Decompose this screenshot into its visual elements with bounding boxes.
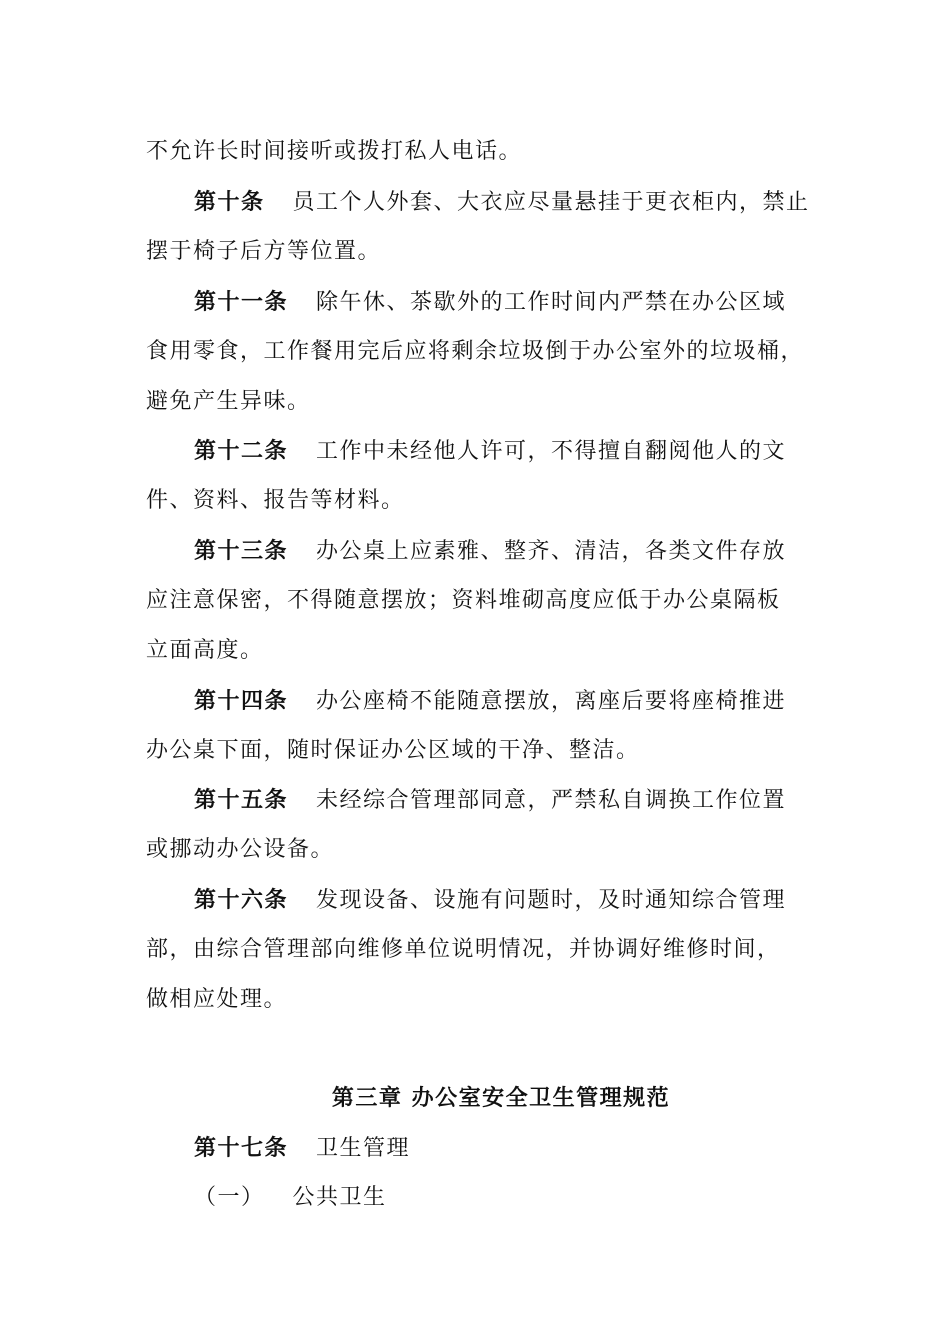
text-line: 食用零食，工作餐用完后应将剩余垃圾倒于办公室外的垃圾桶， [146, 339, 805, 364]
subsection-heading [194, 1183, 816, 1213]
article-number: 第十三条 [194, 538, 289, 564]
article-number: 第十四条 [194, 688, 289, 714]
text-line: 件、资料、报告等材料。 [146, 488, 405, 513]
article-text: 卫生管理 [316, 1136, 411, 1161]
article-11-line [194, 287, 816, 317]
article-number: 第十七条 [194, 1135, 289, 1161]
article-17-line [194, 1133, 816, 1163]
text-line: 避免产生异味。 [146, 389, 311, 414]
text-line: 办公桌下面，随时保证办公区域的干净、整洁。 [146, 738, 640, 763]
subsection-text: 公共卫生 [292, 1185, 387, 1210]
chapter-title: 第三章 办公室安全卫生管理规范 [331, 1085, 671, 1111]
article-16-line [194, 885, 816, 915]
text-line: 摆于椅子后方等位置。 [146, 239, 382, 264]
article-number: 第十五条 [194, 787, 289, 813]
article-number: 第十六条 [194, 887, 289, 913]
article-text: 未经综合管理部同意，严禁私自调换工作位置 [316, 788, 787, 813]
text-line: 立面高度。 [146, 638, 264, 663]
article-text: 除午休、茶歇外的工作时间内严禁在办公区域 [316, 290, 787, 315]
article-15-line [194, 785, 816, 815]
article-number: 第十一条 [194, 289, 289, 315]
article-10-line [194, 187, 816, 217]
article-14-line [194, 686, 816, 716]
text-line: 应注意保密，不得随意摆放；资料堆砌高度应低于办公桌隔板 [146, 588, 781, 613]
article-text: 工作中未经他人许可，不得擅自翻阅他人的文 [316, 439, 787, 464]
text-line: 不允许长时间接听或拨打私人电话。 [146, 139, 523, 164]
article-text: 办公座椅不能随意摆放，离座后要将座椅推进 [316, 689, 787, 714]
text-line: 部，由综合管理部向维修单位说明情况，并协调好维修时间， [146, 937, 781, 962]
text-line: 或挪动办公设备。 [146, 837, 335, 862]
article-text: 员工个人外套、大衣应尽量悬挂于更衣柜内，禁止 [292, 190, 810, 215]
article-12-line [194, 436, 816, 466]
subsection-number: （一） [194, 1185, 265, 1210]
article-text: 发现设备、设施有问题时，及时通知综合管理 [316, 888, 787, 913]
text-line: 做相应处理。 [146, 987, 288, 1012]
article-number: 第十二条 [194, 438, 289, 464]
article-13-line [194, 536, 816, 566]
article-number: 第十条 [194, 189, 265, 215]
article-text: 办公桌上应素雅、整齐、清洁，各类文件存放 [316, 539, 787, 564]
